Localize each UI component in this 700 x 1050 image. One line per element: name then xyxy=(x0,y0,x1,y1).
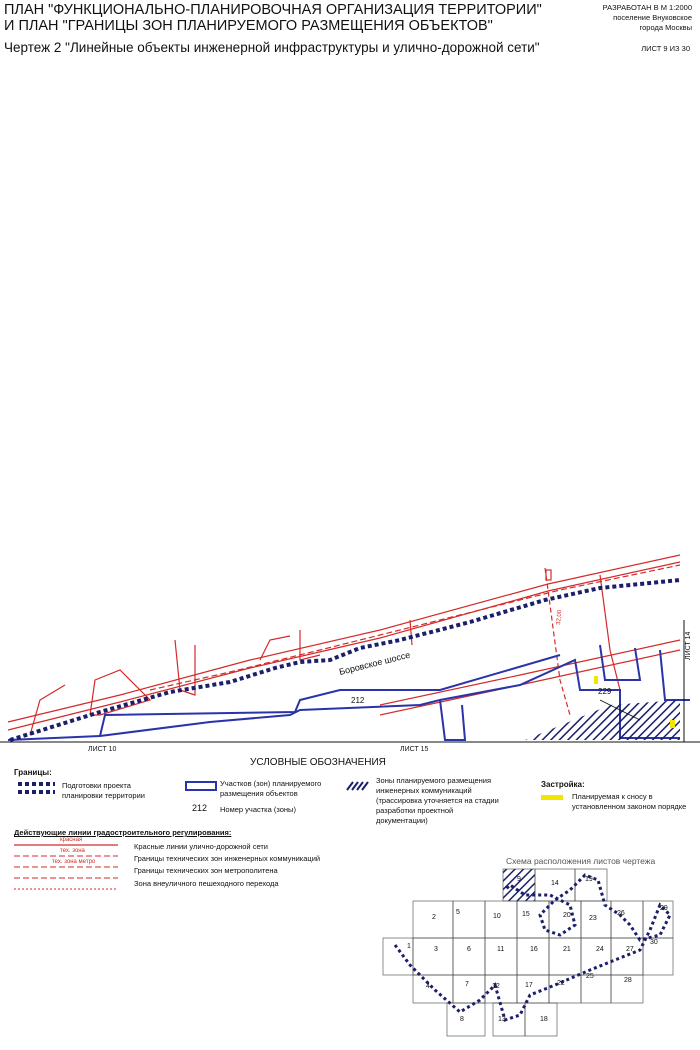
city-text: города Москвы xyxy=(639,23,692,32)
title-line-2: И ПЛАН "ГРАНИЦЫ ЗОН ПЛАНИРУЕМОГО РАЗМЕЩЕНИЯ ОБЪЕКТОВ" xyxy=(4,18,493,34)
scheme-sheet[interactable]: 3 xyxy=(434,946,438,953)
scheme-sheet[interactable]: 2 xyxy=(432,914,436,921)
buildings-heading: Застройка: xyxy=(541,780,585,789)
scheme-title: Схема расположения листов чертежа xyxy=(506,856,656,866)
settlement-text: поселение Внуковское xyxy=(613,13,692,22)
metro-zone-sample: тех. зона метро xyxy=(52,859,96,865)
scheme-sheet[interactable]: 19 xyxy=(585,876,593,883)
scheme-sheet[interactable]: 27 xyxy=(626,946,634,953)
red-line-sample: красная xyxy=(60,837,83,843)
parcel-212-label: 212 xyxy=(351,696,365,705)
parcel-229-label: 229 xyxy=(598,687,612,696)
scheme-sheet[interactable]: 7 xyxy=(465,981,469,988)
sheet-15-label: ЛИСТ 15 xyxy=(400,746,429,753)
scheme-sheet[interactable]: 6 xyxy=(467,946,471,953)
scheme-sheet[interactable]: 9 xyxy=(517,876,521,883)
scheme-sheet[interactable]: 26 xyxy=(617,910,625,917)
scheme-sheet[interactable]: 10 xyxy=(493,913,501,920)
scheme-sheet[interactable]: 21 xyxy=(563,946,571,953)
legend-parcel-number: Номер участка (зоны) xyxy=(220,805,296,814)
scheme-sheet[interactable]: 12 xyxy=(492,983,500,990)
scheme-sheet[interactable]: 16 xyxy=(530,946,538,953)
legend-demolition: Планируемая к сносу в установленном законом порядке xyxy=(572,792,687,811)
title-line-1: ПЛАН "ФУНКЦИОНАЛЬНО-ПЛАНИРОВОЧНАЯ ОРГАНИЗАЦИЯ ТЕРРИТОРИИ" xyxy=(4,2,542,18)
scheme-sheet[interactable]: 1 xyxy=(407,943,411,950)
drawing-subtitle: Чертеж 2 "Линейные объекты инженерной инфраструктуры и улично-дорожной сети" xyxy=(4,40,540,55)
scheme-sheet[interactable]: 18 xyxy=(540,1016,548,1023)
legend-tech-zones: Границы технических зон инженерных коммуникаций xyxy=(134,854,321,863)
legend-pedestrian-zone: Зона внеуличного пешеходного перехода xyxy=(134,879,279,888)
scheme-sheet[interactable]: 30 xyxy=(650,939,658,946)
scheme-sheet[interactable]: 20 xyxy=(563,912,571,919)
tech-zone-sample: тех. зона xyxy=(60,848,85,854)
legend-metro-zones: Границы технических зон метрополитена xyxy=(134,866,278,875)
scheme-sheet[interactable]: 5 xyxy=(456,909,460,916)
scale-text: РАЗРАБОТАН В М 1:2000 xyxy=(602,3,692,12)
scheme-sheet[interactable]: 29 xyxy=(660,905,668,912)
scheme-sheet[interactable]: 23 xyxy=(589,915,597,922)
legend-title: УСЛОВНЫЕ ОБОЗНАЧЕНИЯ xyxy=(250,757,386,768)
sheet-14-label: ЛИСТ 14 xyxy=(685,631,692,660)
scheme-sheet[interactable]: 11 xyxy=(497,946,505,953)
dimension-label: 32,00 xyxy=(556,609,564,626)
scheme-sheet[interactable]: 8 xyxy=(460,1016,464,1023)
scheme-sheet[interactable]: 13 xyxy=(498,1016,506,1023)
scheme-sheet[interactable]: 14 xyxy=(551,880,559,887)
sheet-number: ЛИСТ 9 ИЗ 30 xyxy=(641,44,690,53)
parcel-number-sample: 212 xyxy=(192,803,208,813)
scheme-sheet[interactable]: 17 xyxy=(525,982,533,989)
regulation-heading: Действующие линии градостроительного регулирования: xyxy=(14,828,232,837)
borders-heading: Границы: xyxy=(14,768,52,777)
scheme-sheet[interactable]: 28 xyxy=(624,977,632,984)
legend-red-lines: Красные линии улично-дорожной сети xyxy=(134,842,268,851)
scheme-sheet[interactable]: 15 xyxy=(522,911,530,918)
legend-project-border: Подготовки проекта планировки территории xyxy=(62,781,145,800)
road-name-label: Боровское шоссе xyxy=(338,649,412,677)
scheme-sheet[interactable]: 24 xyxy=(596,946,604,953)
legend-utility-zone: Зоны планируемого размещения инженерных коммуникаций (трассировка уточняется на стадии разработки проектной документации) xyxy=(376,776,499,825)
sheet-10-label: ЛИСТ 10 xyxy=(88,746,117,753)
scheme-sheet[interactable]: 25 xyxy=(586,973,594,980)
scheme-sheet[interactable]: 4 xyxy=(426,983,430,990)
legend-parcel-zone: Участков (зон) планируемого размещения объектов xyxy=(220,779,322,798)
scheme-sheet[interactable]: 22 xyxy=(557,980,565,987)
